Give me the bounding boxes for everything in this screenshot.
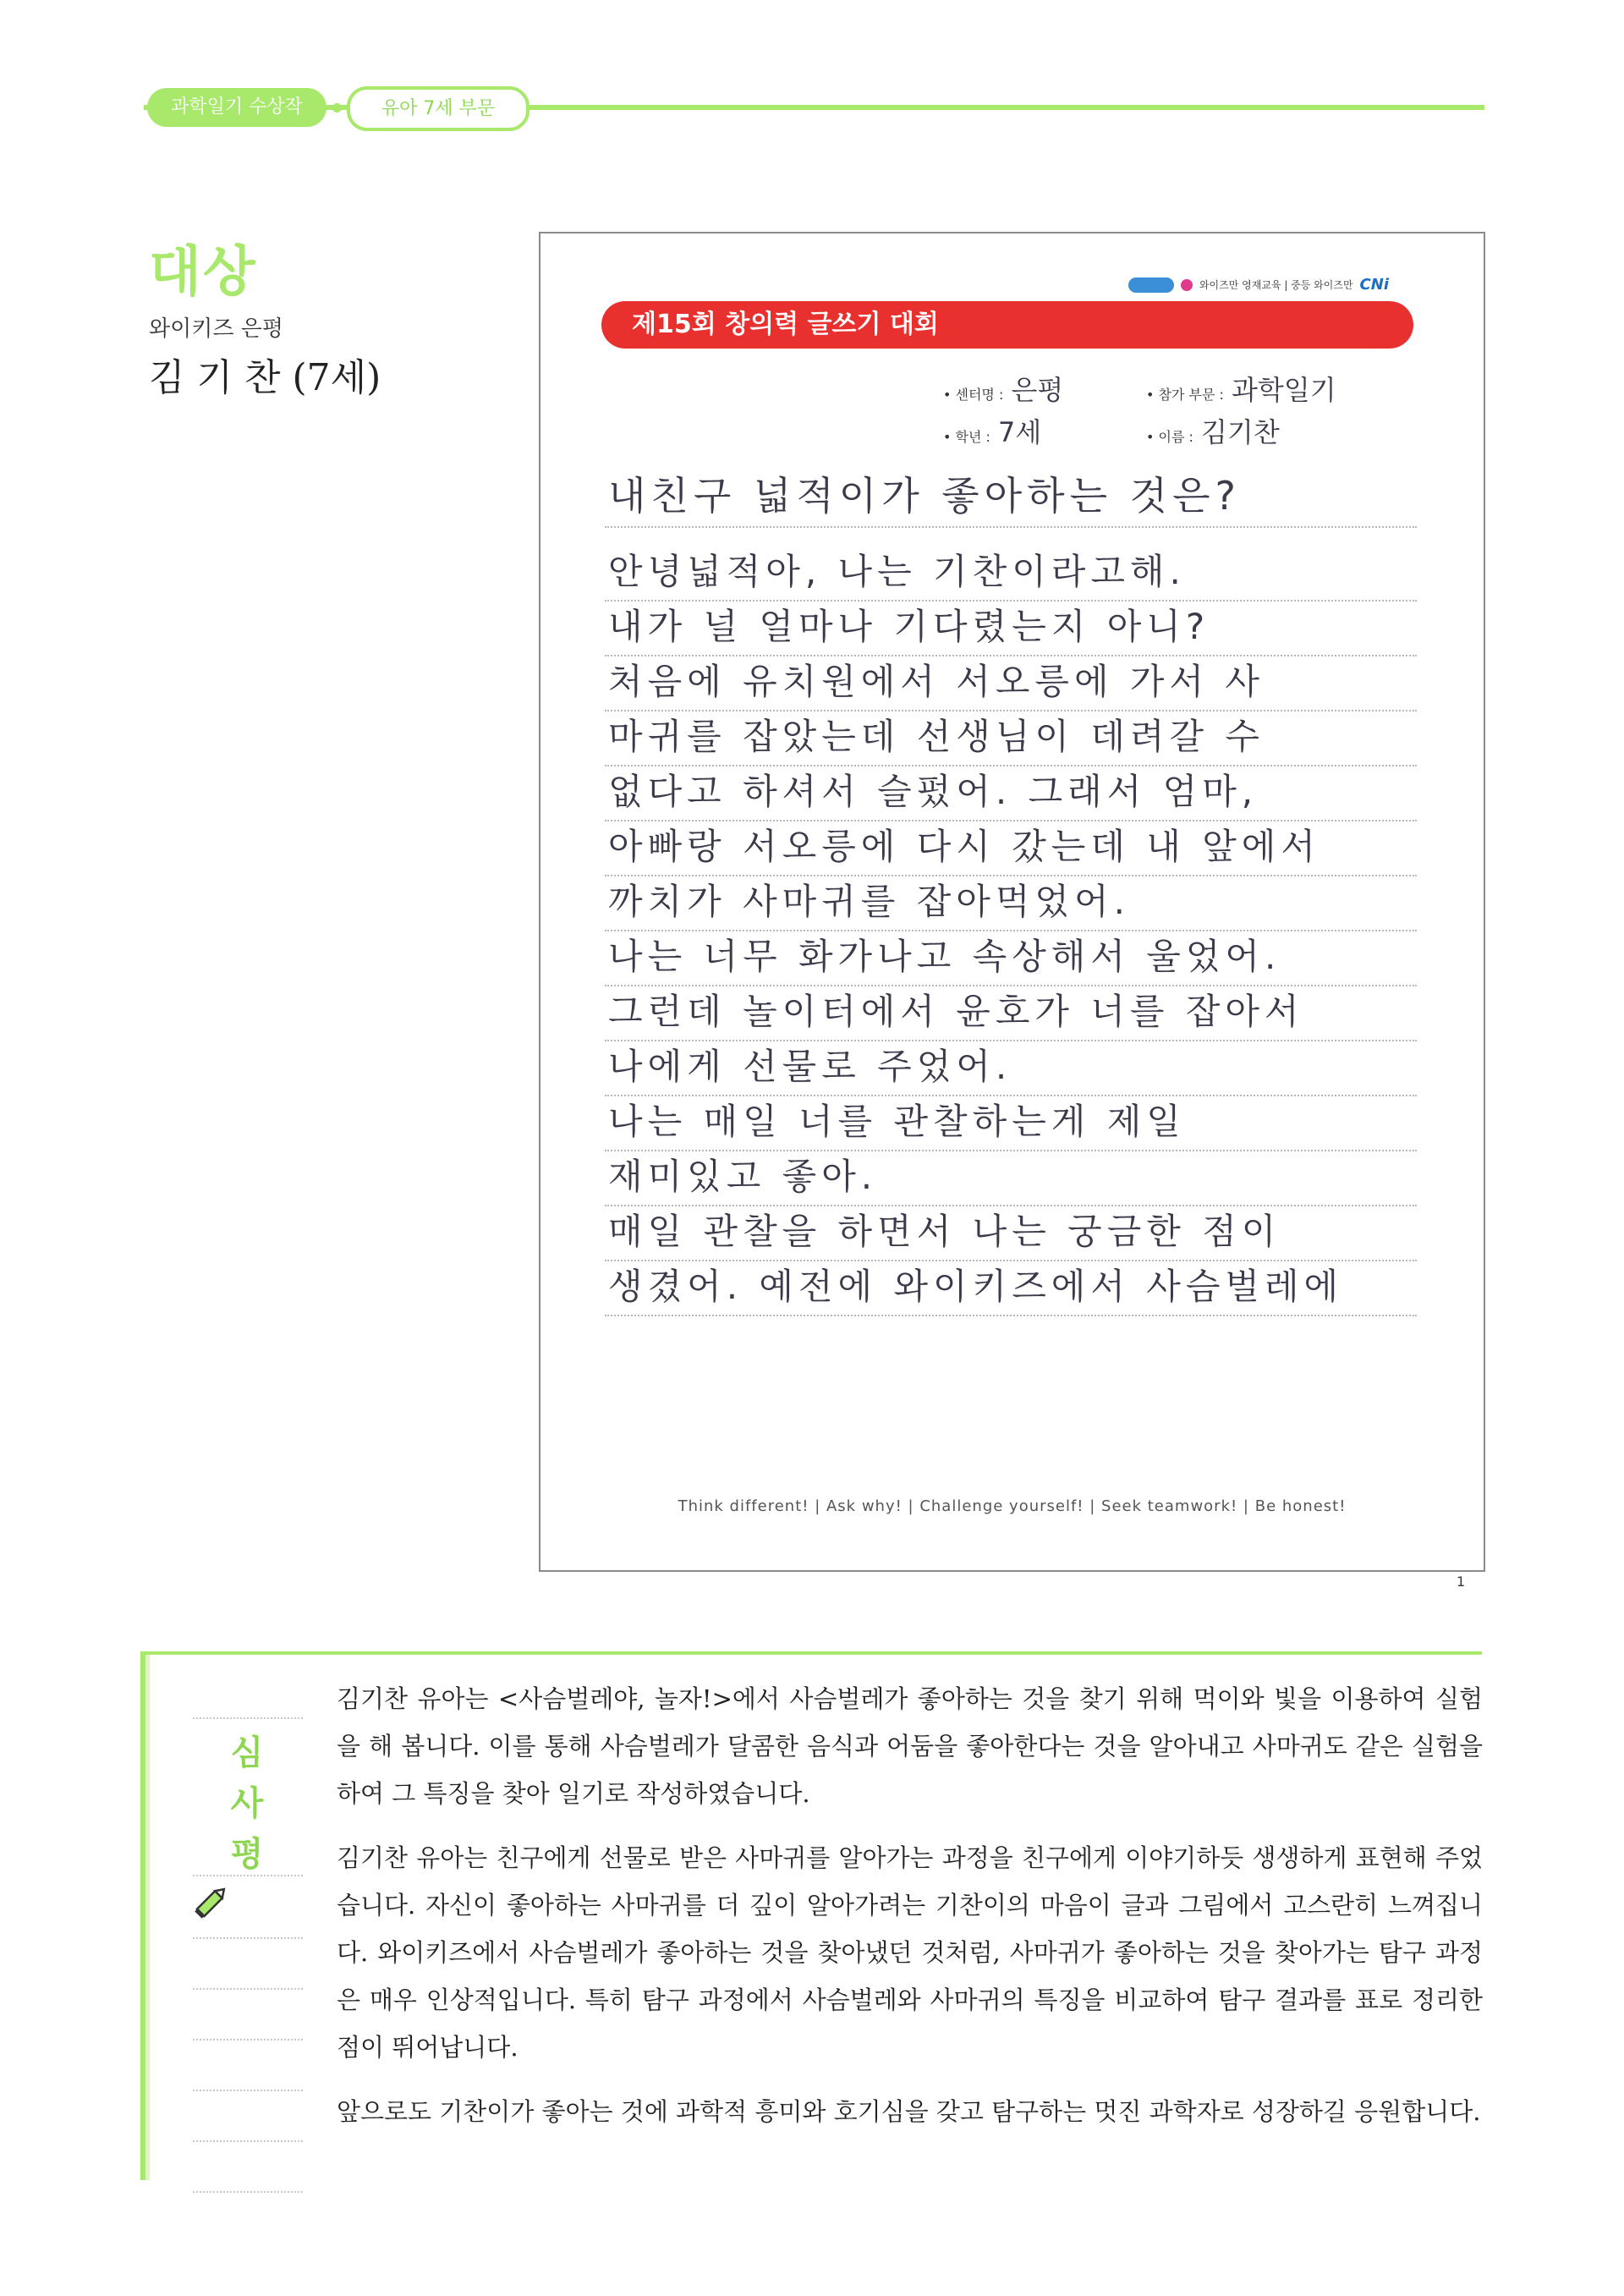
label-divider xyxy=(193,1988,303,1990)
review-label-char: 심 xyxy=(230,1733,264,1772)
manuscript-line xyxy=(605,1151,1417,1206)
center-field xyxy=(943,369,1063,408)
flower-logo-icon xyxy=(1181,279,1193,291)
center-field-value: 은평 xyxy=(1011,374,1064,406)
manuscript-line-text: 나는 매일 너를 관찰하는게 제일 xyxy=(608,1101,1186,1142)
manuscript-line xyxy=(605,931,1417,986)
grade-field xyxy=(943,411,1041,450)
manuscript-line-text: 매일 관찰을 하면서 나는 궁금한 점이 xyxy=(608,1211,1281,1252)
pencil-icon xyxy=(193,1883,230,1920)
manuscript-line xyxy=(605,547,1417,601)
manuscript-sheet xyxy=(539,232,1485,1572)
cloud-logo-icon xyxy=(1128,277,1174,293)
manuscript-line xyxy=(605,766,1417,821)
division-tag: 유아 7세 부문 xyxy=(347,86,529,131)
manuscript-line-text: 안녕넓적아, 나는 기찬이라고해. xyxy=(608,551,1186,592)
grade-field-label: • 학년 : xyxy=(943,429,990,445)
grade-field-value: 7세 xyxy=(998,416,1042,448)
handwritten-lines xyxy=(605,469,1417,1316)
manuscript-line-text: 까치가 사마귀를 잡아먹었어. xyxy=(608,881,1130,922)
manuscript-line xyxy=(605,469,1417,528)
manuscript-line xyxy=(605,1206,1417,1261)
manuscript-title-text: 내친구 넓적이가 좋아하는 것은? xyxy=(608,473,1241,519)
manuscript-line xyxy=(605,1096,1417,1151)
review-text xyxy=(337,1675,1483,2152)
label-divider xyxy=(193,2039,303,2041)
award-title: 대상 xyxy=(149,241,257,304)
review-label-char: 평 xyxy=(230,1835,264,1874)
author-name: 김 기 찬 (7세) xyxy=(149,356,381,399)
manuscript-line xyxy=(605,1041,1417,1096)
label-divider xyxy=(193,1937,303,1939)
part-field xyxy=(1146,369,1336,408)
manuscript-line xyxy=(605,656,1417,711)
manuscript-line-text: 아빠랑 서오릉에 다시 갔는데 내 앞에서 xyxy=(608,826,1320,867)
tag-separator-dot xyxy=(332,103,342,113)
center-name: 와이키즈 은평 xyxy=(149,316,283,342)
manuscript-line xyxy=(605,876,1417,931)
center-field-label: • 센터명 : xyxy=(943,387,1004,403)
review-frame-shade xyxy=(145,1655,150,2180)
review-frame-top xyxy=(145,1651,1482,1655)
sponsor-logos xyxy=(1128,276,1389,294)
manuscript-line xyxy=(605,821,1417,876)
manuscript-line-text: 마귀를 잡았는데 선생님이 데려갈 수 xyxy=(608,716,1265,757)
label-divider xyxy=(193,1875,303,1876)
name-field-label: • 이름 : xyxy=(1146,429,1193,445)
name-field xyxy=(1146,411,1280,450)
manuscript-line xyxy=(605,601,1417,656)
manuscript-line-text: 나는 너무 화가나고 속상해서 울었어. xyxy=(608,936,1281,977)
review-paragraph: 김기찬 유아는 <사슴벌레야, 놀자!>에서 사슴벌레가 좋아하는 것을 찾기 위해 먹이와 빛을 이용하여 실험을 해 봅니다. 이를 통해 사슴벌레가 달콤한 음식과 어둠을 좋아한다는 것을 알아내고 사마귀도 같은 실험을 하여 그 특징을 찾아 일기로 작성하였습니다. xyxy=(337,1684,1483,1808)
manuscript-line-text: 내가 널 얼마나 기다렸는지 아니? xyxy=(608,606,1210,647)
label-divider xyxy=(193,1717,303,1719)
manuscript-line-text: 생겼어. 예전에 와이키즈에서 사슴벌레에 xyxy=(608,1266,1344,1307)
manuscript-line-text: 없다고 하셔서 슬펐어. 그래서 엄마, xyxy=(608,771,1259,812)
cni-logo: CNi xyxy=(1359,276,1389,294)
motto-footer: Think different! | Ask why! | Challenge yourself! | Seek teamwork! | Be honest! xyxy=(678,1497,1347,1515)
category-tag: 과학일기 수상작 xyxy=(147,88,326,127)
manuscript-line xyxy=(605,1261,1417,1316)
sponsor-text: 와이즈만 영재교육 | 중등 와이즈만 xyxy=(1199,279,1353,291)
label-divider xyxy=(193,2191,303,2193)
page-number: 1 xyxy=(1457,1574,1466,1590)
review-paragraph: 앞으로도 기찬이가 좋아는 것에 과학적 흥미와 호기심을 갖고 탐구하는 멋진 과학자로 성장하길 응원합니다. xyxy=(337,2097,1481,2126)
manuscript-line-text: 그런데 놀이터에서 윤호가 너를 잡아서 xyxy=(608,991,1304,1032)
manuscript-line-text: 재미있고 좋아. xyxy=(608,1156,878,1197)
part-field-label: • 참가 부문 : xyxy=(1146,387,1224,403)
label-divider xyxy=(193,2140,303,2142)
manuscript-line xyxy=(605,986,1417,1041)
label-divider xyxy=(193,2090,303,2091)
manuscript-line-text: 처음에 유치원에서 서오릉에 가서 사 xyxy=(608,661,1265,702)
manuscript-line-text: 나에게 선물로 주었어. xyxy=(608,1046,1012,1087)
header-rule xyxy=(144,105,1484,110)
name-field-value: 김기찬 xyxy=(1201,416,1280,448)
part-field-value: 과학일기 xyxy=(1232,374,1336,406)
contest-title: 제15회 창의력 글쓰기 대회 xyxy=(601,301,1413,349)
review-paragraph: 김기찬 유아는 친구에게 선물로 받은 사마귀를 알아가는 과정을 친구에게 이야기하듯 생생하게 표현해 주었습니다. 자신이 좋아하는 사마귀를 더 깊이 알아가려는 기찬이의 마음이 글과 그림에서 고스란히 느껴집니다. 와이키즈에서 사슴벌레가 좋아하는 것을 찾아냈던 것처럼, 사마귀가 좋아하는 것을 찾아가는 탐구 과정은 매우 인상적입니다. 특히 탐구 과정에서 사슴벌레와 사마귀의 특징을 비교하여 탐구 결과를 표로 정리한 점이 뛰어납니다. xyxy=(337,1843,1483,2062)
review-label-char: 사 xyxy=(230,1784,264,1823)
manuscript-line xyxy=(605,711,1417,766)
